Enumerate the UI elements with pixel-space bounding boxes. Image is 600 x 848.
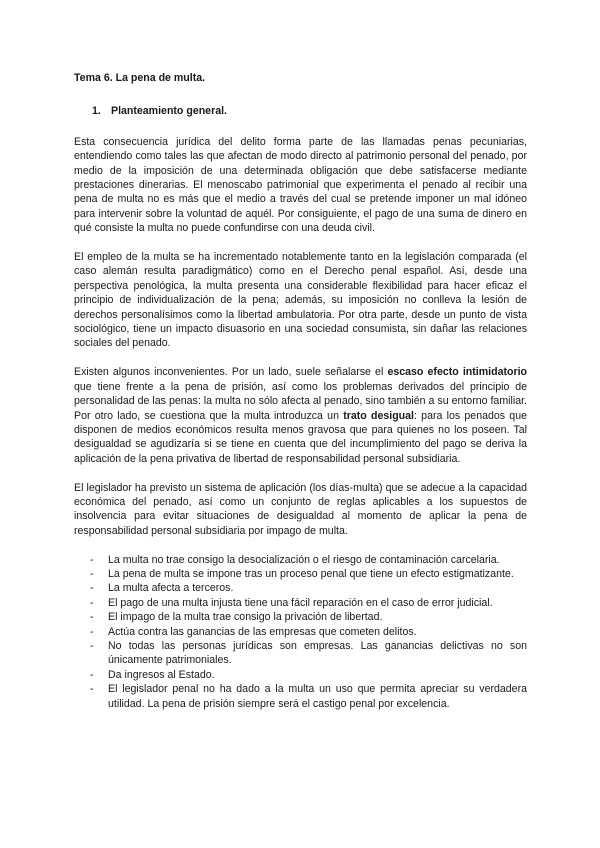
- paragraph-2: El empleo de la multa se ha incrementado notablemente tanto en la legislación comparada (el caso alemán resulta paradigmático) como en el Derecho penal español. Así, desde una perspectiva penológica, la multa presenta una considerable flexibilidad para hacer eficaz el principio de individualización de la pena; además, su imposición no conlleva la lesión de derechos personalísimos como la libertad ambulatoria. Por otra parte, desde un punto de vista sociológico, tiene un impacto disuasorio en una sociedad consumista, sin dañar las relaciones sociales del penado.: [74, 251, 527, 350]
- list-item-text: El impago de la multa trae consigo la privación de libertad.: [108, 611, 383, 624]
- list-item: [74, 610, 527, 624]
- bullet-list: [74, 553, 527, 711]
- list-item: [74, 567, 527, 581]
- bullet-marker: -: [90, 596, 94, 609]
- list-item-text: Da ingresos al Estado.: [108, 668, 215, 681]
- bullet-marker: -: [90, 611, 94, 624]
- list-item: [74, 553, 527, 567]
- section-label: Planteamiento general.: [111, 105, 227, 118]
- bullet-marker: -: [90, 625, 94, 638]
- list-item: [74, 625, 527, 639]
- paragraph-3-bold-2: trato desigual: [343, 409, 414, 422]
- list-item-text: El pago de una multa injusta tiene una fácil reparación en el caso de error judicial.: [108, 596, 493, 609]
- list-item-text: La multa afecta a terceros.: [108, 582, 234, 595]
- paragraph-3-text-1: Existen algunos inconvenientes. Por un lado, suele señalarse el: [74, 366, 388, 379]
- paragraph-3-text-3: : para los penados que disponen de medios económicos resulta menos gravosa que para quienes no los poseen. Tal desigualdad se agudizaría si se tiene en cuenta que del incumplimiento del pago se deriva la aplicación de la pena privativa de libertad de responsabilidad personal subsidiaria.: [74, 409, 527, 465]
- list-item: [74, 639, 527, 668]
- paragraph-1: Esta consecuencia jurídica del delito forma parte de las llamadas penas pecuniarias, entendiendo como tales las que afectan de modo directo al patrimonio personal del penado, por medio de la imposición de una determinada obligación que debe satisfacerse mediante prestaciones dinerarias. El menoscabo patrimonial que experimenta el penado al recibir una pena de multa no es más que el medio a través del cual se pretende imponer un mal idóneo para intervenir sobre la voluntad de aquél. Por consiguiente, el pago de una suma de dinero en qué consiste la multa no puede confundirse con una deuda civil.: [74, 135, 527, 235]
- list-item-text: Actúa contra las ganancias de las empresas que cometen delitos.: [108, 625, 417, 638]
- list-item-text: No todas las personas jurídicas son empresas. Las ganancias delictivas no son únicamente patrimoniales.: [108, 639, 527, 667]
- bullet-marker: -: [90, 668, 94, 681]
- list-item-text: La multa no trae consigo la desocialización o el riesgo de contaminación carcelaria.: [108, 553, 500, 566]
- list-item: [74, 682, 527, 711]
- list-item: [74, 668, 527, 682]
- paragraph-3-bold-1: escaso efecto intimidatorio: [387, 366, 528, 379]
- bullet-marker: -: [90, 683, 94, 696]
- list-item-text: La pena de multa se impone tras un proceso penal que tiene un efecto estigmatizante.: [108, 567, 514, 580]
- section-heading: [74, 104, 527, 118]
- list-item: [74, 581, 527, 595]
- list-item: [74, 596, 527, 610]
- paragraph-3-text-2: que tiene frente a la pena de prisión, así como los problemas derivados del principio de personalidad de las penas: la multa no sólo afecta al penado, sino también a su entorno familiar. Por otro lado, se cuestiona que la multa introduzca un: [74, 380, 527, 422]
- bullet-marker: -: [90, 553, 94, 566]
- bullet-marker: -: [90, 639, 94, 652]
- section-number: 1.: [92, 105, 101, 118]
- paragraph-3: [74, 365, 527, 466]
- paragraph-4: El legislador ha previsto un sistema de aplicación (los días-multa) que se adecue a la capacidad económica del penado, así como un conjunto de reglas aplicables a los supuestos de insolvencia para evitar situaciones de desigualdad al momento de aplicar la pena de responsabilidad personal subsidiaria por impago de multa.: [74, 481, 527, 537]
- list-item-text: El legislador penal no ha dado a la multa un uso que permita apreciar su verdadera utilidad. La pena de prisión siempre será el castigo penal por excelencia.: [108, 683, 527, 710]
- document-title: Tema 6. La pena de multa.: [74, 72, 206, 84]
- bullet-marker: -: [90, 567, 94, 580]
- bullet-marker: -: [90, 582, 94, 595]
